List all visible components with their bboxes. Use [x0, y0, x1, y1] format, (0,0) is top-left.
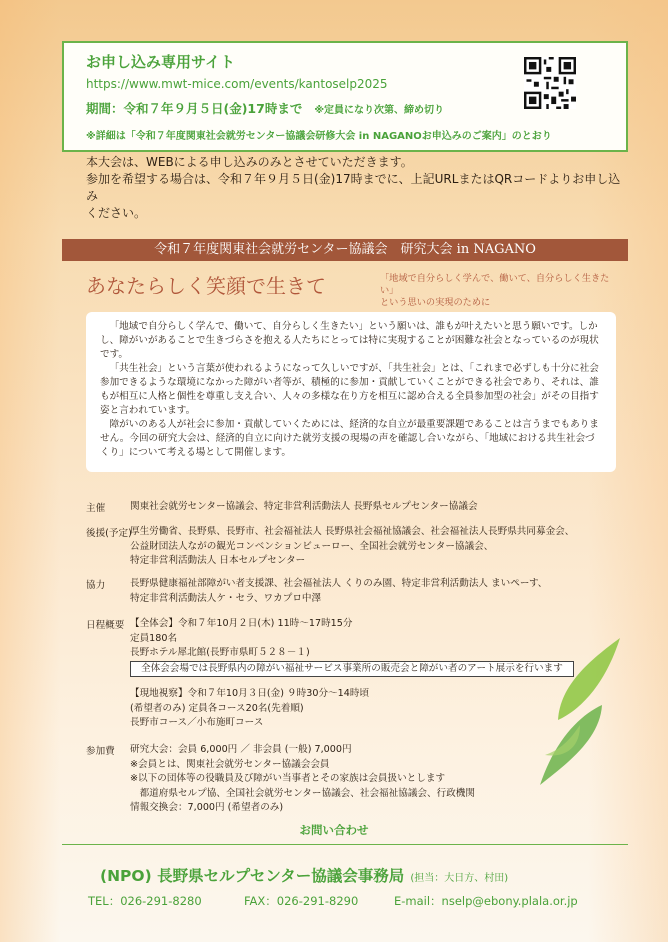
leaf-hands-icon: [520, 630, 640, 790]
fee-line: 研究大会：会員 6,000円 ／ 非会員 (一般) 7,000円: [130, 744, 352, 755]
body-paragraph: 「地域で自分らしく学んで、働いて、自分らしく生きたい」という願いは、誰もが叶えたいと思う願いです。しかし、障がいがあることで生きづらさを抱える人たちにとっては特に実現することが困難な社会となっているのが現状です。: [100, 321, 599, 360]
org-name: (NPO) 長野県セルプセンター協議会事務局: [100, 867, 405, 885]
fee-line: 情報交換会：7,000円 (希望者のみ): [130, 802, 284, 813]
registration-box: [62, 41, 628, 152]
registration-title: お申し込み専用サイト: [86, 53, 235, 71]
schedule-label: 日程概要: [86, 620, 125, 631]
schedule-venue: 長野ホテル犀北館(長野市県町５２８－１): [130, 647, 310, 658]
contact-divider: [62, 844, 628, 845]
contact-org: [100, 864, 508, 886]
deadline-note: ※定員になり次第、締め切り: [314, 105, 445, 116]
fee-label: 参加費: [86, 746, 115, 757]
field-courses: 長野市コース／小布施町コース: [130, 717, 264, 728]
schedule-capacity: 定員180名: [130, 632, 178, 644]
contact-tel[interactable]: TEL：026-291-8280: [88, 894, 202, 908]
fee-line: 都道府県セルプ協、全国社会就労センター協議会、社会福祉協議会、行政機関: [130, 787, 475, 799]
deadline-text: 期間：令和７年９月５日(金)17時まで: [86, 101, 303, 116]
support-label: 後援(予定): [86, 528, 132, 539]
conference-title-band: 令和７年度関東社会就労センター協議会 研究大会 in NAGANO: [62, 239, 628, 261]
support-line: 厚生労働省、長野県、長野市、社会福祉法人 長野県社会福祉協議会、社会福祉法人長野県共同募金会、: [130, 526, 575, 537]
body-paragraph: 「共生社会」という言葉が使われるようになって久しいですが、「共生社会」とは、「これまで必ずしも十分に社会参加できるような環境になかった障がい者等が、積極的に参加・貢献していくことができる社会であり、それは、誰もが相互に人格と個性を尊重し支え合い、人々の多様な在り方を相互に認め合える全員参加型の社会」がその目指す姿と言われています。: [100, 363, 599, 416]
headline: あなたらしく笑顔で生きて: [86, 274, 326, 298]
registration-url[interactable]: https://www.mwt-mice.com/events/kantoselp2025: [86, 77, 388, 91]
intro-line: 参加を希望する場合は、令和７年９月５日(金)17時までに、上記URLまたはQRコードよりお申し込み: [86, 172, 621, 203]
purpose-text-box: [86, 312, 616, 472]
field-main: 【現地視察】令和７年10月３日(金) ９時30分～14時頃: [130, 688, 370, 699]
coop-line: 特定非営利活動法人ケ・セラ、ワカプロ中澤: [130, 592, 322, 604]
schedule-main: 【全体会】令和７年10月２日(木) 11時～17時15分: [130, 618, 353, 629]
org-contact-person: (担当：大日方、村田): [410, 873, 509, 884]
qr-code-icon[interactable]: [524, 57, 576, 109]
field-capacity: (希望者のみ) 定員各コース20名(先着順): [130, 702, 304, 714]
registration-detail: ※詳細は「令和７年度関東社会就労センター協議会研修大会 in NAGANOお申込みのご案内」のとおり: [86, 131, 552, 142]
fee-line: ※会員とは、関東社会就労センター協議会会員: [130, 758, 330, 770]
host-label: 主催: [86, 503, 106, 514]
subline-line: 「地域で自分らしく学んで、働いて、自分らしく生きたい」: [380, 273, 610, 296]
contact-heading: お問い合わせ: [299, 823, 369, 837]
intro-text: [86, 154, 626, 222]
coop-value: [130, 577, 610, 606]
support-line: 特定非営利活動法人 日本セルプセンター: [130, 555, 306, 566]
registration-deadline: [86, 99, 444, 117]
body-paragraph: 障がいのある人が社会に参加・貢献していくためには、経済的な自立が最重要課題であることは言うまでもありません。今回の研究大会は、経済的自立に向けた就労支援の現場の声を確認し合いながら、「地域における共生社会づくり」について考える場として開催します。: [100, 419, 599, 458]
coop-label: 協力: [86, 580, 106, 591]
support-line: 公益財団法人ながの観光コンベンションビューロー、全国社会就労センター協議会、: [130, 540, 494, 552]
subline-line: という思いの実現のために: [380, 297, 491, 308]
fee-line: ※以下の団体等の役職員及び障がい当事者とその家族は会員扱いとします: [130, 773, 446, 784]
subline: [380, 273, 610, 309]
schedule-notice: 全体会会場では長野県内の障がい福祉サービス事業所の販売会と障がい者のアート展示を行います: [130, 661, 574, 678]
intro-line: 本大会は、WEBによる申し込みのみとさせていただきます。: [86, 155, 413, 169]
intro-line: ください。: [86, 206, 147, 220]
contact-email[interactable]: E-mail：nselp@ebony.plala.or.jp: [394, 894, 578, 908]
host-value: 関東社会就労センター協議会、特定非営利活動法人 長野県セルプセンター協議会: [130, 501, 478, 512]
coop-line: 長野県健康福祉部障がい者支援課、社会福祉法人 くりのみ園、特定非営利活動法人 まいぺーす、: [130, 578, 548, 589]
support-value: [130, 525, 610, 569]
contact-fax: FAX：026-291-8290: [244, 894, 359, 908]
decor-stripe-left: [0, 0, 60, 942]
